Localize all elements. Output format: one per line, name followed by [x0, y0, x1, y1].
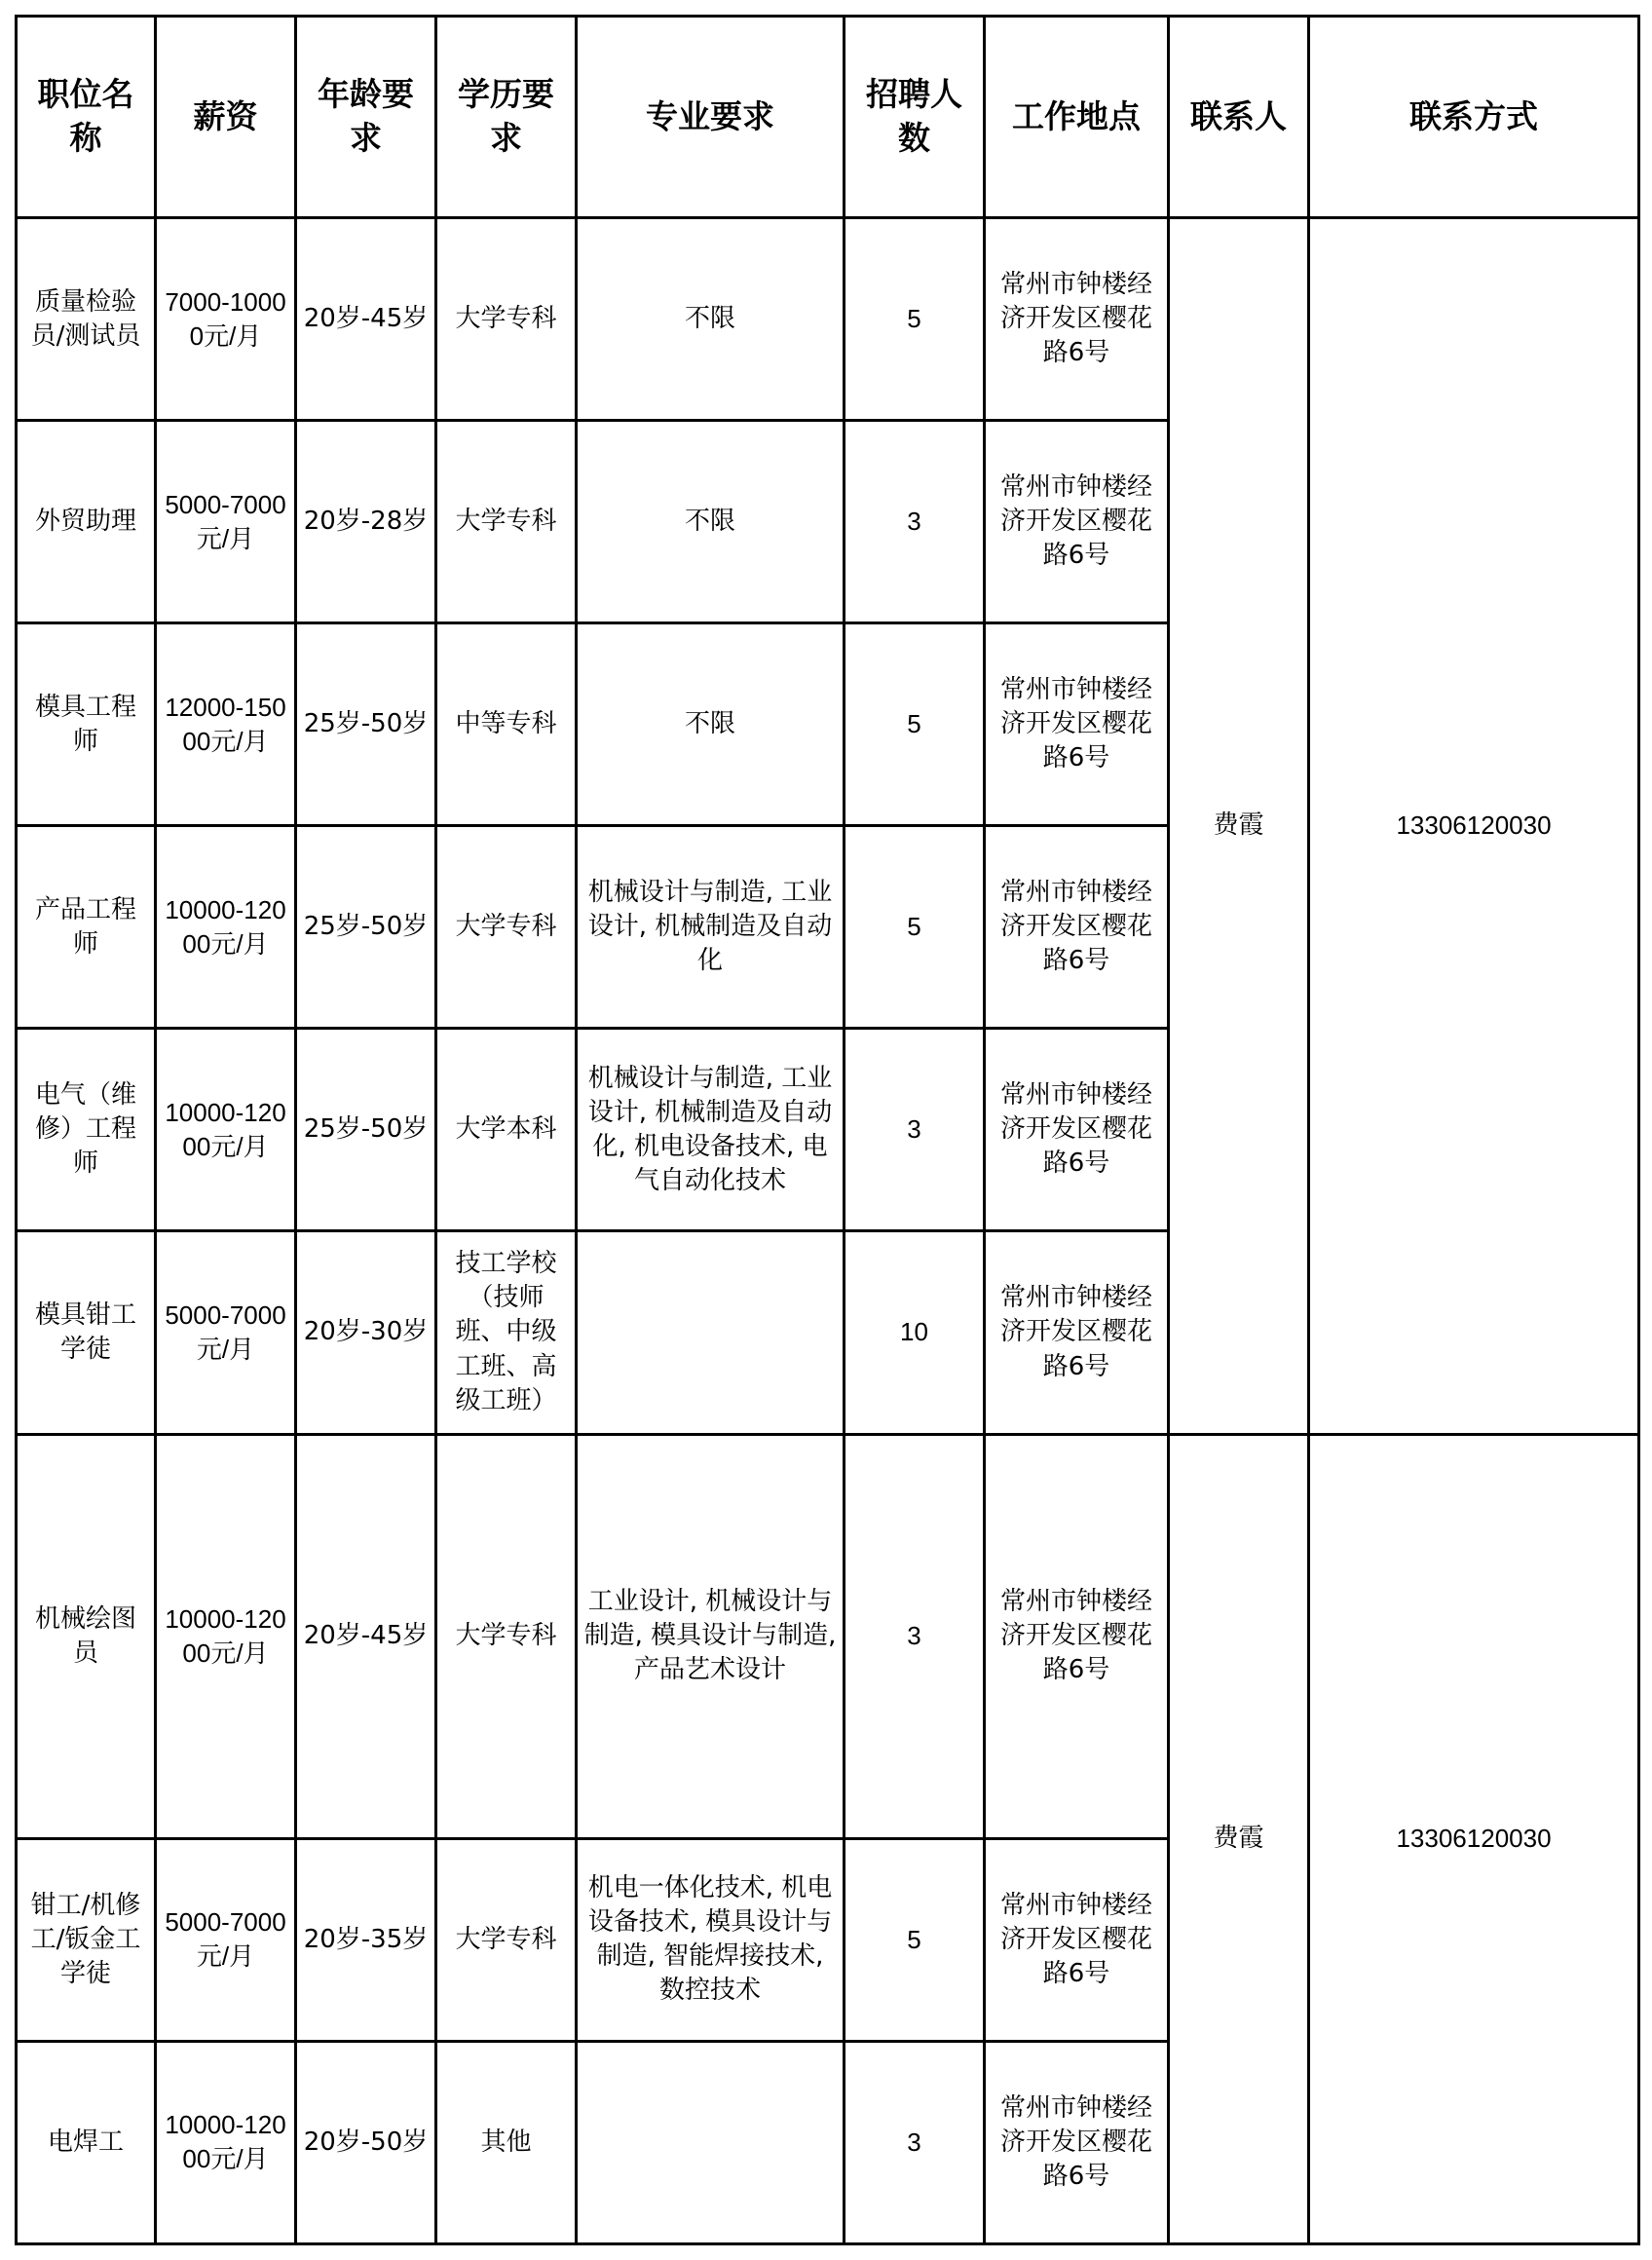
job-age: 20岁-28岁: [296, 421, 436, 623]
job-count: 5: [845, 623, 985, 826]
job-count: 5: [845, 826, 985, 1029]
job-major: 不限: [577, 218, 845, 421]
job-count: 3: [845, 2041, 985, 2243]
table-row: [17, 218, 1639, 421]
job-education: 其他: [436, 2041, 577, 2243]
job-title: 机械绘图员: [17, 1434, 156, 1838]
job-location: 常州市钟楼经济开发区樱花路6号: [985, 1838, 1169, 2041]
job-title: 外贸助理: [17, 421, 156, 623]
header-major: 专业要求: [577, 17, 845, 218]
job-age: 20岁-45岁: [296, 218, 436, 421]
job-education: 技工学校（技师班、中级工班、高级工班）: [436, 1231, 577, 1434]
job-salary: 5000-7000元/月: [156, 421, 296, 623]
job-age: 20岁-30岁: [296, 1231, 436, 1434]
job-major: 不限: [577, 421, 845, 623]
job-salary: 7000-10000元/月: [156, 218, 296, 421]
contact-phone: 13306120030: [1309, 1434, 1639, 2243]
job-age: 20岁-50岁: [296, 2041, 436, 2243]
job-salary: 12000-15000元/月: [156, 623, 296, 826]
job-location: 常州市钟楼经济开发区樱花路6号: [985, 1231, 1169, 1434]
job-location: 常州市钟楼经济开发区樱花路6号: [985, 1029, 1169, 1231]
job-age: 25岁-50岁: [296, 826, 436, 1029]
contact-person: 费霞: [1169, 1434, 1309, 2243]
job-count: 3: [845, 421, 985, 623]
header-count: 招聘人数: [845, 17, 985, 218]
job-education: 大学专科: [436, 218, 577, 421]
job-location: 常州市钟楼经济开发区樱花路6号: [985, 2041, 1169, 2243]
job-major: 机械设计与制造, 工业设计, 机械制造及自动化: [577, 826, 845, 1029]
job-location: 常州市钟楼经济开发区樱花路6号: [985, 623, 1169, 826]
job-count: 5: [845, 218, 985, 421]
header-row: [17, 17, 1639, 218]
job-location: 常州市钟楼经济开发区樱花路6号: [985, 1434, 1169, 1838]
job-count: 5: [845, 1838, 985, 2041]
job-salary: 10000-12000元/月: [156, 1434, 296, 1838]
job-salary: 10000-12000元/月: [156, 826, 296, 1029]
job-count: 10: [845, 1231, 985, 1434]
job-education: 大学专科: [436, 1434, 577, 1838]
header-contact-person: 联系人: [1169, 17, 1309, 218]
job-title: 钳工/机修工/钣金工学徒: [17, 1838, 156, 2041]
job-title: 模具钳工学徒: [17, 1231, 156, 1434]
header-title: 职位名称: [17, 17, 156, 218]
job-salary: 10000-12000元/月: [156, 1029, 296, 1231]
job-major: 机电一体化技术, 机电设备技术, 模具设计与制造, 智能焊接技术, 数控技术: [577, 1838, 845, 2041]
job-education: 中等专科: [436, 623, 577, 826]
job-age: 20岁-45岁: [296, 1434, 436, 1838]
job-age: 25岁-50岁: [296, 1029, 436, 1231]
job-major: 不限: [577, 623, 845, 826]
job-title: 电焊工: [17, 2041, 156, 2243]
header-contact-info: 联系方式: [1309, 17, 1639, 218]
job-count: 3: [845, 1434, 985, 1838]
job-education: 大学本科: [436, 1029, 577, 1231]
job-salary: 10000-12000元/月: [156, 2041, 296, 2243]
job-salary: 5000-7000元/月: [156, 1231, 296, 1434]
job-age: 20岁-35岁: [296, 1838, 436, 2041]
contact-person: 费霞: [1169, 218, 1309, 1434]
job-title: 模具工程师: [17, 623, 156, 826]
job-count: 3: [845, 1029, 985, 1231]
job-major: 机械设计与制造, 工业设计, 机械制造及自动化, 机电设备技术, 电气自动化技术: [577, 1029, 845, 1231]
job-title: 电气（维修）工程师: [17, 1029, 156, 1231]
table-row: [17, 1434, 1639, 1838]
job-major: [577, 1231, 845, 1434]
header-age: 年龄要求: [296, 17, 436, 218]
job-title: 质量检验员/测试员: [17, 218, 156, 421]
job-education: 大学专科: [436, 1838, 577, 2041]
job-location: 常州市钟楼经济开发区樱花路6号: [985, 826, 1169, 1029]
job-salary: 5000-7000元/月: [156, 1838, 296, 2041]
header-location: 工作地点: [985, 17, 1169, 218]
job-age: 25岁-50岁: [296, 623, 436, 826]
header-education: 学历要求: [436, 17, 577, 218]
header-salary: 薪资: [156, 17, 296, 218]
job-title: 产品工程师: [17, 826, 156, 1029]
job-major: [577, 2041, 845, 2243]
job-listing-table: [15, 15, 1640, 2245]
job-education: 大学专科: [436, 826, 577, 1029]
job-location: 常州市钟楼经济开发区樱花路6号: [985, 421, 1169, 623]
job-major: 工业设计, 机械设计与制造, 模具设计与制造, 产品艺术设计: [577, 1434, 845, 1838]
job-location: 常州市钟楼经济开发区樱花路6号: [985, 218, 1169, 421]
job-education: 大学专科: [436, 421, 577, 623]
contact-phone: 13306120030: [1309, 218, 1639, 1434]
